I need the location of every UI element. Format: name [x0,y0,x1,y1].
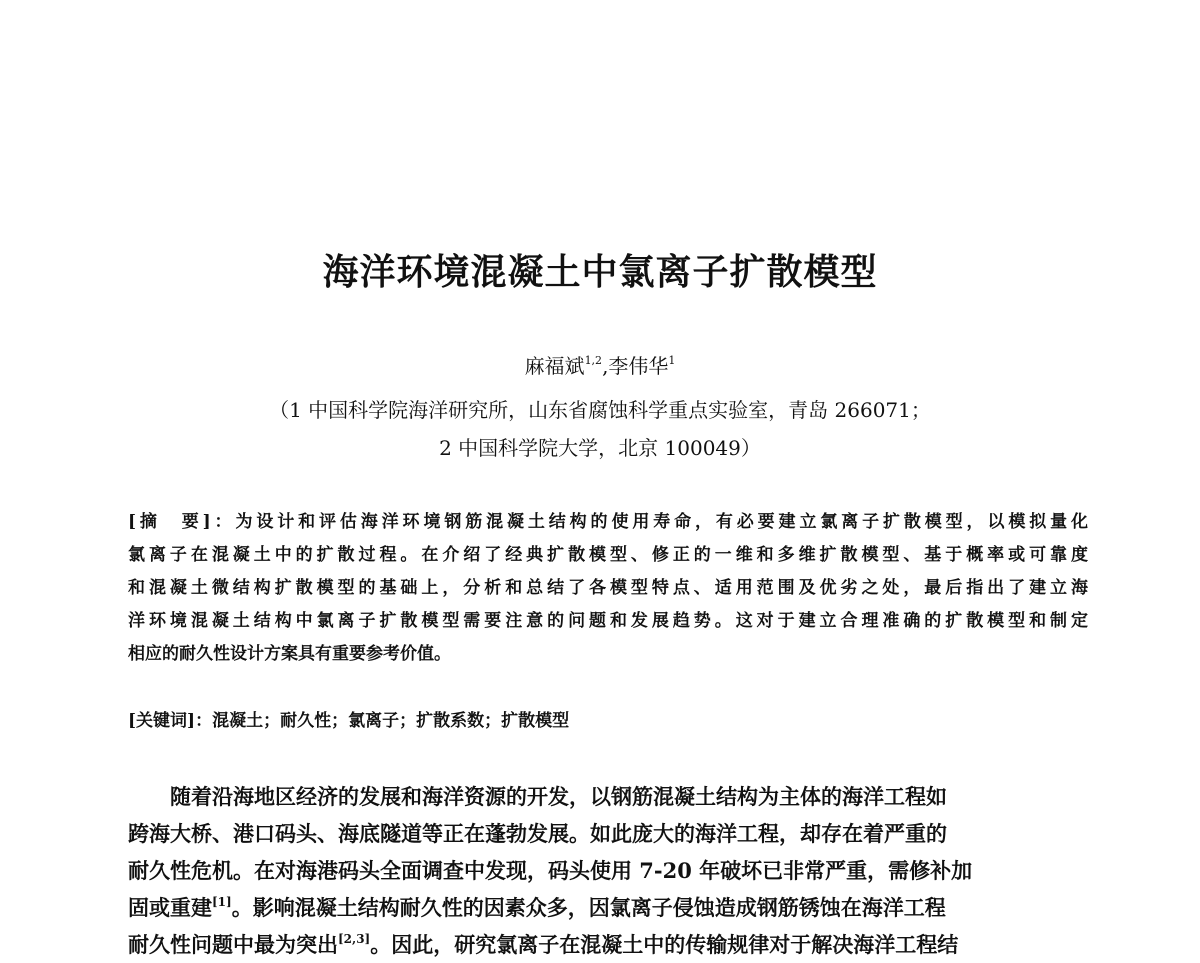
author-separator: , [602,354,609,378]
author-name: 李伟华 [608,354,669,378]
author-name: 麻福斌 [524,354,585,378]
abstract-line: 洋环境混凝土结构中氯离子扩散模型需要注意的问题和发展趋势。这对于建立合理准确的扩散模型和制定 [128,611,1088,631]
abstract-line: 和混凝土微结构扩散模型的基础上，分析和总结了各模型特点、适用范围及优劣之处，最后指出了建立海 [128,578,1088,598]
body-line: 耐久性危机。在对海港码头全面调查中发现，码头使用 7-20 年破坏已非常严重，需修补加 [128,858,973,883]
abstract-label: [摘 要]： [128,512,236,532]
abstract-line: 相应的耐久性设计方案具有重要参考价值。 [128,644,451,664]
abstract-line: 氯离子在混凝土中的扩散过程。在介绍了经典扩散模型、修正的一维和多维扩散模型、基于概率或可靠度 [128,545,1088,565]
body-line [128,926,1088,963]
body-text [128,778,1088,963]
body-text-segment: 耐久性问题中最为突出 [128,932,338,957]
affiliation-line-2: 2 中国科学院大学，北京 100049） [439,436,761,460]
body-line: 跨海大桥、港口码头、海底隧道等正在蓬勃发展。如此庞大的海洋工程，却存在着严重的 [128,821,947,846]
body-text-segment: 固或重建 [128,895,212,920]
abstract-line [128,506,1088,539]
author-line [0,350,1200,379]
affiliation-line-1: （1 中国科学院海洋研究所，山东省腐蚀科学重点实验室，青岛 266071； [269,398,931,422]
author-affiliation-mark: 1,2 [584,354,603,367]
keywords-block [128,706,1088,736]
author-affiliation-mark: 1 [668,354,676,367]
body-line [128,889,1088,926]
citation-ref: [1] [212,895,232,909]
citation-ref: [2,3] [338,932,371,946]
body-text-segment: 。因此，研究氯离子在混凝土中的传输规律对于解决海洋工程结 [370,932,959,957]
body-line: 随着沿海地区经济的发展和海洋资源的开发，以钢筋混凝土结构为主体的海洋工程如 [170,784,947,809]
keywords-label: [关键词]： [128,711,213,731]
keywords-text: 混凝土；耐久性；氯离子；扩散系数；扩散模型 [212,711,570,731]
paper-title: 海洋环境混凝土中氯离子扩散模型 [322,252,878,293]
body-text-segment: 。影响混凝土结构耐久性的因素众多，因氯离子侵蚀造成钢筋锈蚀在海洋工程 [231,895,946,920]
abstract-text: 为设计和评估海洋环境钢筋混凝土结构的使用寿命，有必要建立氯离子扩散模型，以模拟量化 [235,512,1088,532]
abstract-block [128,506,1088,671]
